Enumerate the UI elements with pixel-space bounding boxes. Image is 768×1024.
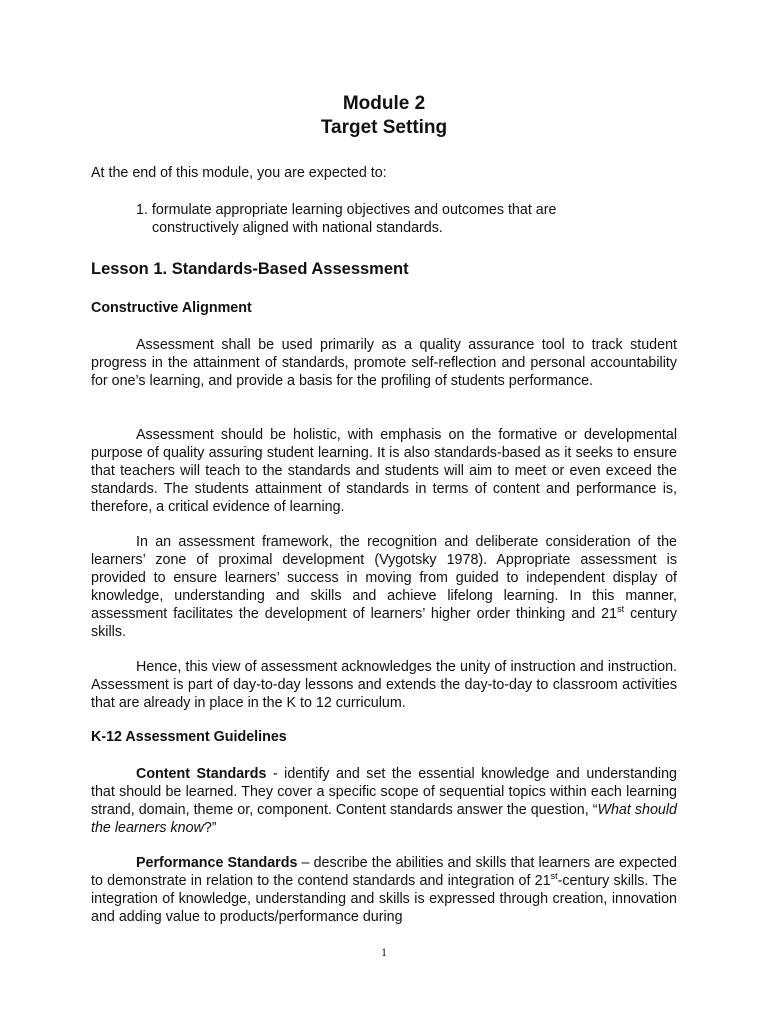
performance-standards-label: Performance Standards <box>136 855 298 871</box>
paragraph-3-tail: century skills. <box>91 606 678 640</box>
paragraph-3-sup: st <box>617 604 625 615</box>
lesson-heading: Lesson 1. Standards-Based Assessment <box>91 260 409 278</box>
module-number: Module 2 <box>342 93 426 114</box>
paragraph-4: Hence, this view of assessment acknowledges the unity of instruction and instruction. Assessment is part of day-to-day lessons and extends the day-to-day to classroom activities that are already in place in the K to 12 curriculum. <box>91 659 677 711</box>
module-title <box>0 92 768 140</box>
objective-line1: formulate appropriate learning objectives and outcomes that are <box>151 202 557 218</box>
objective-item <box>136 201 636 237</box>
performance-standards-text1: – describe the abilities and skills that learners are expected to demonstrate in relation to the contend standards and integration of 21 <box>91 855 678 889</box>
content-standards-label: Content Standards <box>136 766 267 782</box>
module-name: Target Setting <box>320 117 448 138</box>
paragraph-1: Assessment shall be used primarily as a quality assurance tool to track student progress in the attainment of standards, promote self-reflection and personal accountability for one’s learning, and provide a basis for the profiling of students performance. <box>91 337 677 389</box>
performance-standards-text2: -century skills. The integration of knowledge, understanding and skills is expressed through creation, innovation and adding value to products/performance during <box>91 873 677 925</box>
paragraph-3-text: In an assessment framework, the recognition and deliberate consideration of the learners’ zone of proximal development (Vygotsky 1978). Appropriate assessment is provided to ensure learners’ success in moving from guided to independent display of knowledge, understanding and skills and achieve lifelong learning. In this manner, assessment facilitates the development of learners’ higher order thinking and 21 <box>91 534 677 622</box>
section-heading-constructive-alignment: Constructive Alignment <box>91 300 252 316</box>
performance-standards-paragraph <box>91 854 677 926</box>
content-standards-dash: - <box>266 766 285 782</box>
section-heading-k12-guidelines: K-12 Assessment Guidelines <box>91 729 287 745</box>
content-standards-text: identify and set the essential knowledge and understanding that should be learned. They cover a specific scope of sequential topics within each learning strand, domain, theme or, component. Content standards answer the question, “ <box>91 766 677 818</box>
objective-number: 1. <box>136 202 148 218</box>
objective-line2: constructively aligned with national standards. <box>152 220 443 236</box>
paragraph-2: Assessment should be holistic, with emphasis on the formative or developmental purpose of quality assuring student learning. It is also standards-based as it seeks to ensure that teachers will teach to the standards and students will aim to meet or even exceed the standards. The students attainment of standards in terms of content and performance is, therefore, a critical evidence of learning. <box>91 427 677 515</box>
intro-text: At the end of this module, you are expected to: <box>91 165 387 181</box>
content-standards-paragraph <box>91 765 677 837</box>
page-number: 1 <box>381 945 387 959</box>
content-standards-question: What should the learners know <box>91 802 677 836</box>
performance-standards-sup: st <box>550 871 558 882</box>
paragraph-3 <box>91 533 677 641</box>
content-standards-end: ?” <box>203 820 217 836</box>
